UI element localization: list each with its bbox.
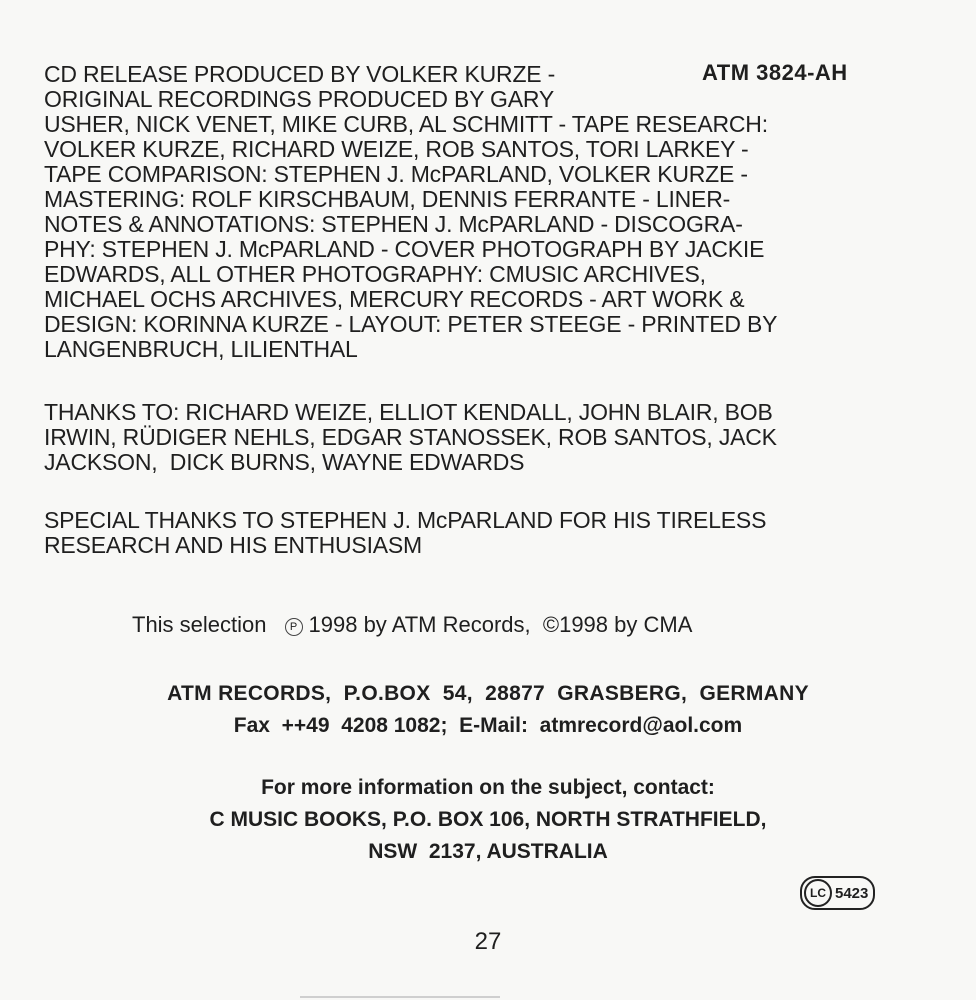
page-edge-divider [300,996,500,998]
credit-line: TAPE COMPARISON: STEPHEN J. McPARLAND, VOLKER KURZE - [44,161,748,187]
phonogram-symbol-icon: P [285,618,303,636]
label-contact-line: Fax ++49 4208 1082; E-Mail: atmrecord@aol.com [233,714,743,737]
thanks-line: JACKSON, DICK BURNS, WAYNE EDWARDS [44,449,525,475]
thanks-line: IRWIN, RÜDIGER NEHLS, EDGAR STANOSSEK, ROB SANTOS, JACK [44,424,777,450]
copyright-notice [132,612,692,638]
label-code-badge [800,876,875,910]
credit-line: MASTERING: ROLF KIRSCHBAUM, DENNIS FERRANTE - LINER- [44,186,731,212]
credit-line: DESIGN: KORINNA KURZE - LAYOUT: PETER STEEGE - PRINTED BY [44,311,778,337]
label-address-line: ATM RECORDS, P.O.BOX 54, 28877 GRASBERG, GERMANY [167,682,809,705]
contact-address-line: NSW 2137, AUSTRALIA [368,840,608,863]
credit-line: ORIGINAL RECORDINGS PRODUCED BY GARY [44,86,554,112]
credit-line: VOLKER KURZE, RICHARD WEIZE, ROB SANTOS, TORI LARKEY - [44,136,749,162]
thanks-line: THANKS TO: RICHARD WEIZE, ELLIOT KENDALL, JOHN BLAIR, BOB [44,399,773,425]
credit-line: LANGENBRUCH, LILIENTHAL [44,336,358,362]
credit-line: MICHAEL OCHS ARCHIVES, MERCURY RECORDS - ART WORK & [44,286,745,312]
credit-line: NOTES & ANNOTATIONS: STEPHEN J. McPARLAND - DISCOGRA- [44,211,743,237]
page-number: 27 [474,928,502,955]
credit-line: CD RELEASE PRODUCED BY VOLKER KURZE - [44,61,556,87]
label-code-number: 5423 [835,884,869,902]
credit-line: PHY: STEPHEN J. McPARLAND - COVER PHOTOGRAPH BY JACKIE [44,236,765,262]
credit-line: USHER, NICK VENET, MIKE CURB, AL SCHMITT - TAPE RESEARCH: [44,111,768,137]
special-thanks-line: RESEARCH AND HIS ENTHUSIASM [44,532,422,558]
credit-line: EDWARDS, ALL OTHER PHOTOGRAPHY: CMUSIC ARCHIVES, [44,261,706,287]
catalog-number: ATM 3824-AH [702,60,848,85]
copyright-prefix: This selection [132,612,267,637]
special-thanks-line: SPECIAL THANKS TO STEPHEN J. McPARLAND FOR HIS TIRELESS [44,507,767,533]
contact-intro: For more information on the subject, contact: [261,776,715,799]
contact-address-line: C MUSIC BOOKS, P.O. BOX 106, NORTH STRATHFIELD, [209,808,767,831]
copyright-text: 1998 by ATM Records, ©1998 by CMA [308,612,693,637]
lc-icon: LC [804,879,832,907]
